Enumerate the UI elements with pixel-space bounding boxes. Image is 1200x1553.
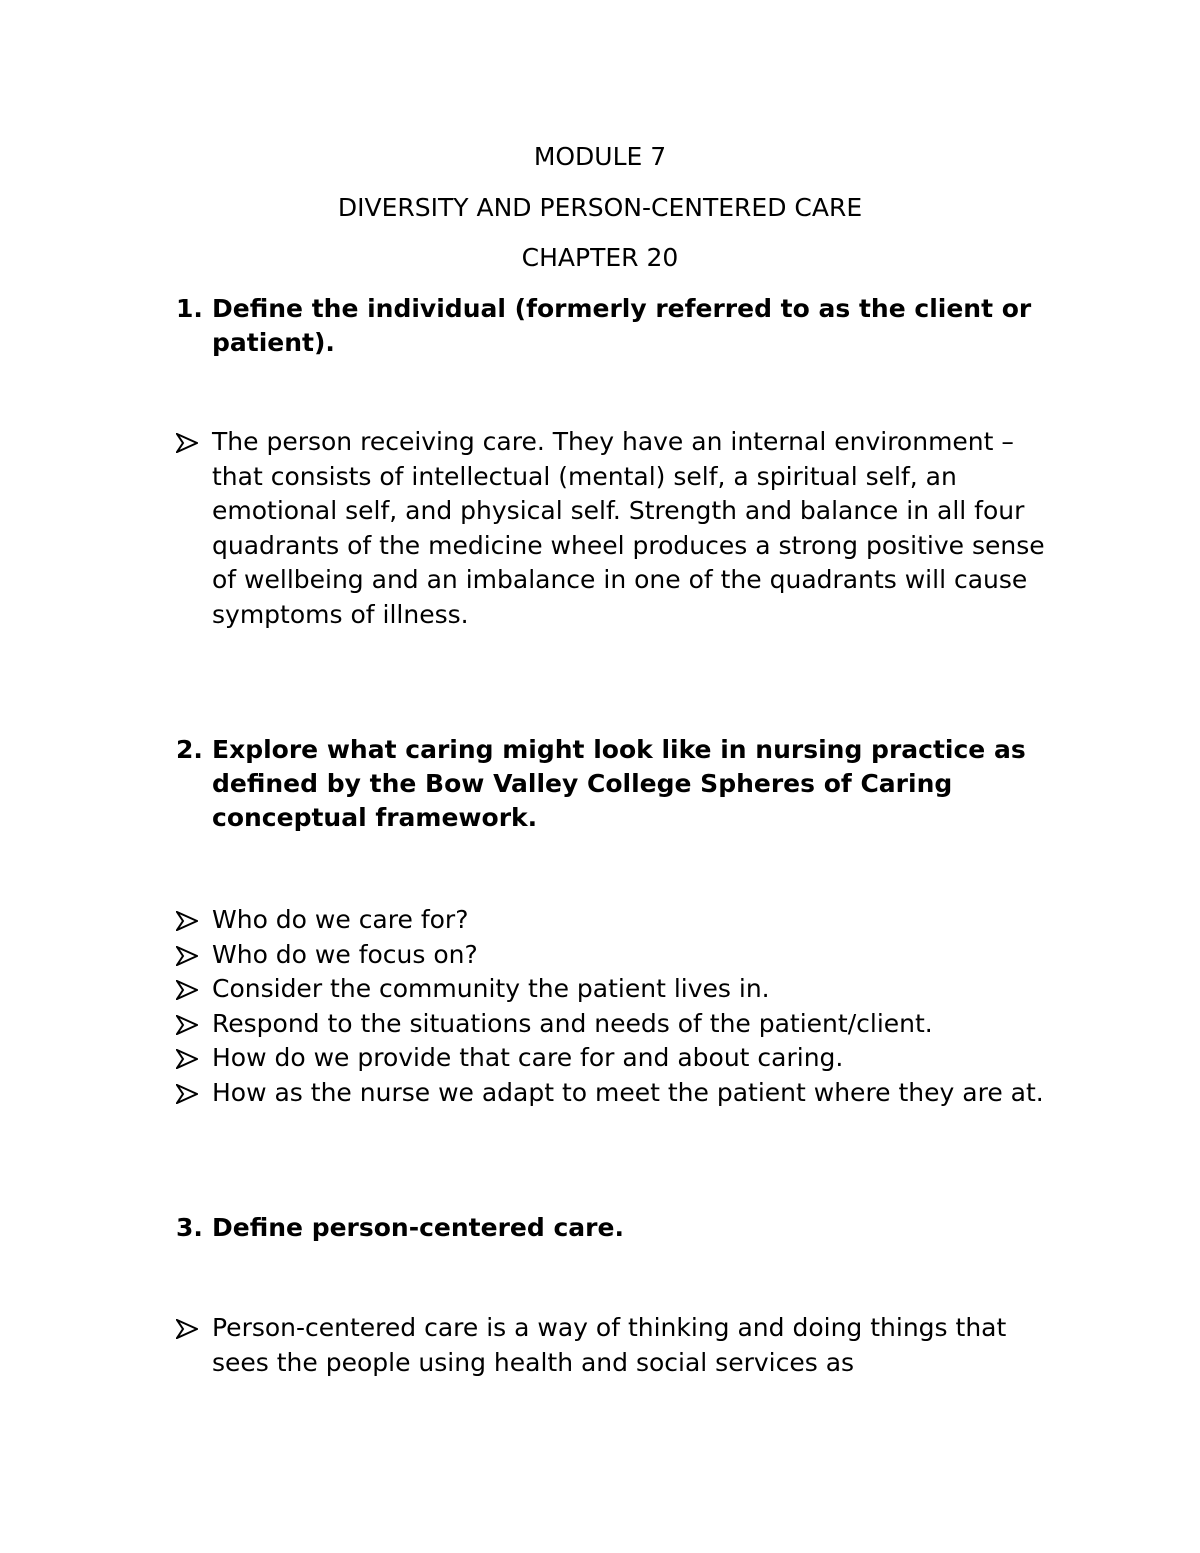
question-text: Explore what caring might look like in nursing practice as defined by the Bow Valley College Spheres of Caring conceptual framework. <box>212 735 1026 832</box>
topic-title: DIVERSITY AND PERSON-CENTERED CARE <box>337 193 863 222</box>
answer-item <box>176 938 1056 973</box>
arrowhead-bullet-icon <box>176 433 198 453</box>
answer-item <box>176 903 1056 938</box>
answer-item <box>176 1076 1056 1111</box>
answer-item <box>176 1041 1056 1076</box>
question-number: 1. <box>176 294 203 323</box>
arrowhead-bullet-icon <box>176 1049 198 1069</box>
question-text: Define person-centered care. <box>212 1213 624 1242</box>
answer-text: The person receiving care. They have an internal environment – that consists of intellectual (mental) self, a spiritual self, an emotional self, and physical self. Strength and balance in all four quadrants of the medicine wheel produces a strong positive sense of wellbeing and an imbalance in one of the quadrants will cause symptoms of illness. <box>212 427 1045 629</box>
answer-text: Respond to the situations and needs of the patient/client. <box>212 1009 933 1038</box>
answer-text: Who do we focus on? <box>212 940 478 969</box>
arrowhead-bullet-icon <box>176 946 198 966</box>
arrowhead-bullet-icon <box>176 1319 198 1339</box>
answer-item <box>176 425 1056 632</box>
question-number: 2. <box>176 735 203 764</box>
arrowhead-bullet-icon <box>176 1015 198 1035</box>
question-2 <box>176 733 1076 835</box>
answer-text: How as the nurse we adapt to meet the patient where they are at. <box>212 1078 1044 1107</box>
arrowhead-bullet-icon <box>176 911 198 931</box>
question-number: 3. <box>176 1213 203 1242</box>
chapter-title: CHAPTER 20 <box>521 243 679 272</box>
answer-text: Person-centered care is a way of thinking and doing things that sees the people using health and social services as <box>212 1313 1007 1377</box>
module-title: MODULE 7 <box>533 142 667 171</box>
arrowhead-bullet-icon <box>176 1084 198 1104</box>
answer-item <box>176 1311 1056 1380</box>
question-text: Define the individual (formerly referred to as the client or patient). <box>212 294 1032 357</box>
answer-text: Consider the community the patient lives in. <box>212 974 770 1003</box>
answer-item <box>176 1007 1056 1042</box>
answer-text: Who do we care for? <box>212 905 469 934</box>
question-1 <box>176 292 1076 360</box>
arrowhead-bullet-icon <box>176 980 198 1000</box>
answer-text: How do we provide that care for and about caring. <box>212 1043 844 1072</box>
question-3 <box>176 1211 1076 1245</box>
answer-item <box>176 972 1056 1007</box>
